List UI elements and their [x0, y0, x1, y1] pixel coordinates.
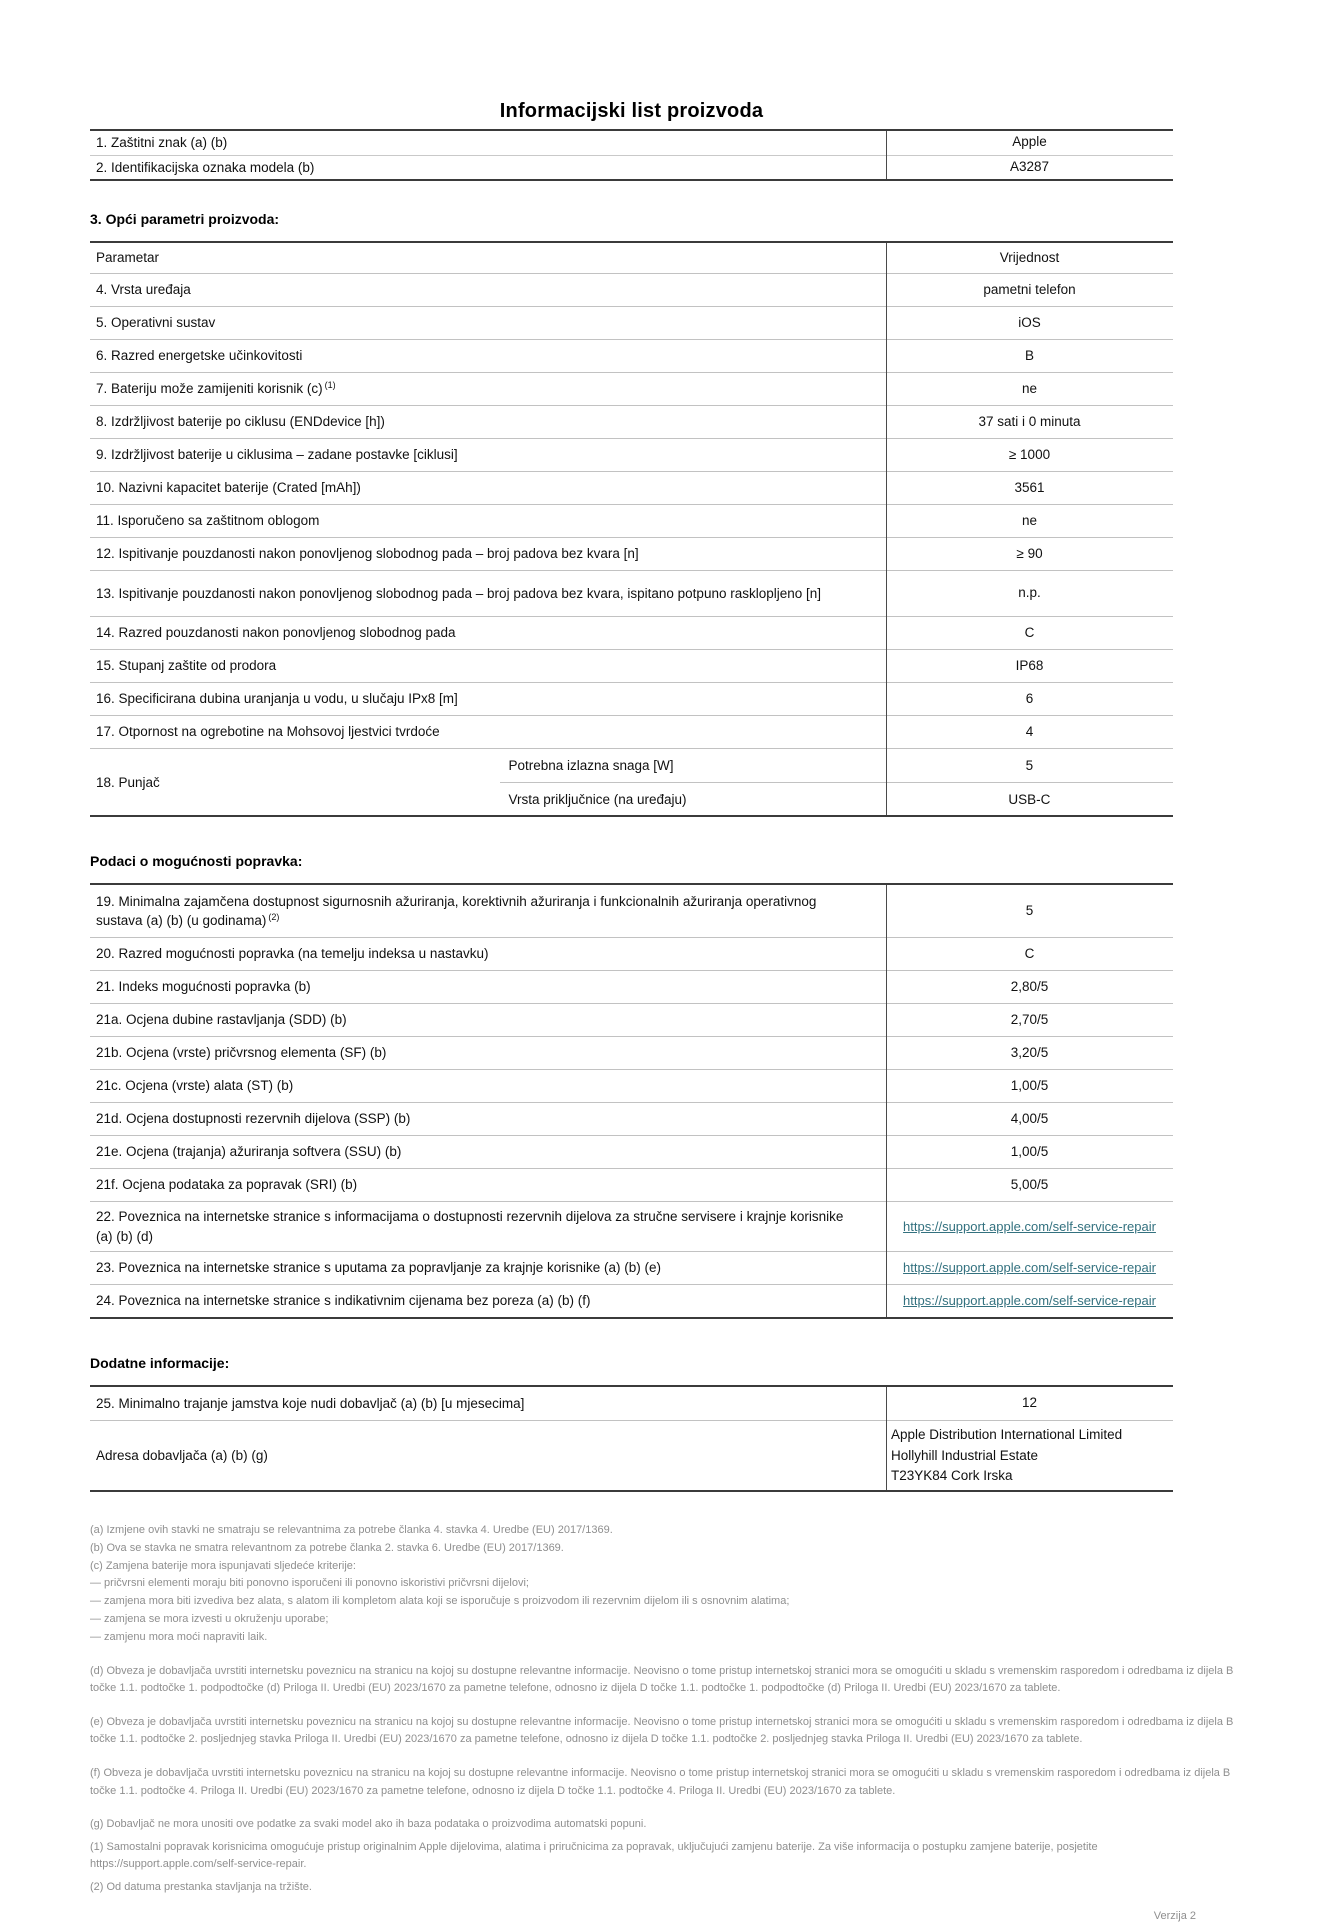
- supplier-address-line: Hollyhill Industrial Estate: [891, 1447, 1039, 1463]
- row-label: 8. Izdržljivost baterije po ciklusu (ENDdevice [h]): [96, 414, 385, 430]
- row-label: 7. Bateriju može zamijeniti korisnik (c) $^{(1)}$: [96, 379, 336, 397]
- row-label: 24. Poveznica na internetske stranice s indikativnim cijenama bez poreza (a) (b) (f): [96, 1293, 591, 1309]
- footnote-c-criterion: — pričvrsni elementi moraju biti ponovno isporučeni ili ponovno iskoristivi pričvrsni dijelovi;: [90, 1577, 529, 1590]
- row-value: IP68: [1015, 657, 1044, 673]
- subrow-label: Potrebna izlazna snaga [W]: [508, 758, 674, 774]
- table-row: [90, 372, 1173, 405]
- table-row: [90, 306, 1173, 339]
- row-label: 21a. Ocjena dubine rastavljanja (SDD) (b): [96, 1012, 347, 1028]
- row-value: C: [1024, 624, 1035, 640]
- row-value: 4: [1025, 723, 1034, 739]
- row-label: 21b. Ocjena (vrste) pričvrsnog elementa (SF) (b): [96, 1045, 387, 1061]
- table-row: [90, 339, 1173, 372]
- table-row: [90, 131, 1173, 155]
- table-row: [90, 570, 1173, 616]
- table-row: [90, 1069, 1173, 1102]
- table-row: [90, 405, 1173, 438]
- row-label: 20. Razred mogućnosti popravka (na temelju indeksa u nastavku): [96, 946, 489, 962]
- row-value: C: [1024, 945, 1035, 961]
- row-value: 2,80/5: [1010, 978, 1049, 994]
- footnote-g: (g) Dobavljač ne mora unositi ove podatke za svaki model ako ih baza podataka o proizvodima automatski popuni.: [90, 1818, 647, 1831]
- footnote-a: (a) Izmjene ovih stavki ne smatraju se relevantnima za potrebe članka 4. stavka 4. Uredbe (EU) 2017/1369.: [90, 1524, 613, 1536]
- footnote-f: (f) Obveza je dobavljača uvrstiti internetsku poveznicu na stranicu na kojoj su dostupne relevantne informacije. Neovisno o tome pristup internetskoj stranici mora se omogućiti u skladu s vremenskim rasporedom i odredbama iz dijela B točke 1.1. podtočke 4. Priloga II. Uredbi (EU) 2023/1670 za pametne telefone, odnosno iz dijela D točke 1.1. podtočke 4. Priloga II. Uredbi (EU) 2023/1670 za tablete.: [90, 1767, 1231, 1797]
- footnotes-numbered: [90, 1816, 1238, 1896]
- row-label: 22. Poveznica na internetske stranice s informacijama o dostupnosti rezervnih dijelova za stručne servisere i krajnje korisnike (a) (b) (d): [96, 1209, 844, 1244]
- row-value: [886, 1285, 1173, 1317]
- row-value: [886, 1202, 1173, 1251]
- footnote-2: (2) Od datuma prestanka stavljanja na tržište.: [90, 1881, 312, 1894]
- row-label: 4. Vrsta uređaja: [96, 282, 191, 298]
- table-row-supplier-address: [90, 1420, 1173, 1490]
- row-label: 15. Stupanj zaštite od prodora: [96, 658, 277, 674]
- row-label: 2. Identifikacijska oznaka modela (b): [96, 159, 315, 175]
- row-label: 9. Izdržljivost baterije u ciklusima – zadane postavke [ciklusi]: [96, 447, 458, 463]
- footnote-ref-2: (2): [268, 911, 280, 922]
- row-label: 1. Zaštitni znak (a) (b): [96, 135, 228, 150]
- row-label: 19. Minimalna zajamčena dostupnost sigurnosnih ažuriranja, korektivnih ažuriranja i funkcionalnih ažuriranja operativnog sustava (a) (b) (u godinama) $^{(2)}$: [96, 893, 817, 929]
- additional-info-table: [90, 1385, 1173, 1492]
- footnote-e: (e) Obveza je dobavljača uvrstiti internetsku poveznicu na stranicu na kojoj su dostupne relevantne informacije. Neovisno o tome pristup internetskoj stranici mora se omogućiti u skladu s vremenskim rasporedom i odredbama iz dijela B točke 1.1. podtočke 2. posljednjeg stavka Priloga II. Uredbi (EU) 2023/1670 za pametne telefone, odnosno iz dijela D točke 1.1. podtočke 2. posljednjeg stavka Priloga II. Uredbi (EU) 2023/1670 za tablete.: [90, 1715, 1234, 1746]
- table-row: [90, 616, 1173, 649]
- table-header-row: [90, 243, 1173, 273]
- row-label: 5. Operativni sustav: [96, 315, 216, 331]
- supplier-address-line: T23YK84 Cork Irska: [891, 1467, 1013, 1483]
- footnote-c-criterion: — zamjenu mora moći napraviti laik.: [90, 1630, 268, 1643]
- row-value: iOS: [1018, 314, 1041, 330]
- row-label: 11. Isporučeno sa zaštitnom oblogom: [96, 513, 320, 529]
- row-label: 13. Ispitivanje pouzdanosti nakon ponovljenog slobodnog pada – broj padova bez kvara, ispitano potpuno rasklopljeno [n]: [96, 585, 822, 601]
- row-value: 2,70/5: [1010, 1011, 1049, 1027]
- subrow-value: 5: [1025, 758, 1034, 774]
- table-row: [90, 1251, 1173, 1284]
- row-label: 6. Razred energetske učinkovitosti: [96, 348, 303, 364]
- footnote-c-criterion: — zamjena se mora izvesti u okruženju uporabe;: [90, 1613, 329, 1626]
- row-label: Adresa dobavljača (a) (b) (g): [96, 1447, 268, 1463]
- table-row: [90, 885, 1173, 937]
- footnote-b: (b) Ova se stavka ne smatra relevantnom za potrebe članka 2. stavka 6. Uredbe (EU) 2017/1369.: [90, 1541, 564, 1554]
- table-row: [90, 937, 1173, 970]
- identification-table: [90, 129, 1173, 181]
- row-value: 37 sati i 0 minuta: [978, 413, 1081, 429]
- row-label: 21e. Ocjena (trajanja) ažuriranja softvera (SSU) (b): [96, 1144, 402, 1160]
- row-value: ne: [1021, 512, 1038, 528]
- row-value: 3,20/5: [1010, 1044, 1049, 1060]
- column-header-value: Vrijednost: [999, 249, 1060, 265]
- row-label: 23. Poveznica na internetske stranice s uputama za popravljanje za krajnje korisnike (a) (b) (e): [96, 1260, 662, 1276]
- table-row: [90, 1168, 1173, 1201]
- row-value: A3287: [1009, 158, 1050, 174]
- row-value: Apple: [1012, 134, 1047, 150]
- section-heading-additional: Dodatne informacije:: [90, 1355, 230, 1372]
- row-label: 21f. Ocjena podataka za popravak (SRI) (b): [96, 1177, 358, 1193]
- version-label: Verzija 2: [1153, 1910, 1196, 1922]
- spare-parts-link[interactable]: https://support.apple.com/self-service-repair: [903, 1218, 1156, 1234]
- table-row: [90, 715, 1173, 748]
- row-value: n.p.: [1018, 585, 1041, 601]
- row-value: ≥ 1000: [1008, 446, 1051, 462]
- row-label: 18. Punjač: [96, 774, 160, 790]
- row-value: 5: [1025, 902, 1034, 918]
- table-row: [90, 1387, 1173, 1420]
- supplier-address: [886, 1421, 1173, 1490]
- table-row: [90, 1003, 1173, 1036]
- table-row: [90, 438, 1173, 471]
- supplier-address-line: Apple Distribution International Limited: [891, 1427, 1123, 1443]
- row-value: 6: [1025, 690, 1034, 706]
- subrow-label: Vrsta priključnice (na uređaju): [508, 791, 687, 807]
- row-value: pametni telefon: [983, 281, 1076, 297]
- repair-instructions-link[interactable]: https://support.apple.com/self-service-repair: [903, 1260, 1156, 1276]
- footnote-1: (1) Samostalni popravak korisnicima omogućuje pristup originalnim Apple dijelovima, alatima i priručnicima za popravak, uključujući zamjenu baterije. Za više informacija o postupku zamjene baterije, posjetite https://support.apple.com/self-service-repair.: [90, 1841, 1098, 1871]
- table-row: [90, 1135, 1173, 1168]
- row-label: 21d. Ocjena dostupnosti rezervnih dijelova (SSP) (b): [96, 1111, 411, 1127]
- table-row: [90, 1201, 1173, 1251]
- row-label: 21. Indeks mogućnosti popravka (b): [96, 979, 311, 995]
- indicative-prices-link[interactable]: https://support.apple.com/self-service-repair: [903, 1293, 1156, 1309]
- table-row: [90, 682, 1173, 715]
- column-header-parameter: Parametar: [96, 250, 160, 266]
- table-row-charger: [90, 748, 1173, 815]
- section-heading-repair: Podaci o mogućnosti popravka:: [90, 853, 303, 870]
- footnote-c-criterion: — zamjena mora biti izvediva bez alata, s alatom ili kompletom alata koji se isporučuje s proizvodom ili rezervnim dijelom ili s osnovnim alatima;: [90, 1595, 790, 1608]
- subrow-value: USB-C: [1008, 791, 1051, 807]
- row-value: B: [1024, 347, 1034, 363]
- table-row: [90, 155, 1173, 180]
- row-value: 5,00/5: [1010, 1176, 1049, 1192]
- row-label: 21c. Ocjena (vrste) alata (ST) (b): [96, 1078, 294, 1094]
- table-row: [90, 649, 1173, 682]
- page-title: Informacijski list proizvoda: [499, 100, 764, 122]
- row-value: ne: [1021, 380, 1038, 396]
- row-value: 1,00/5: [1010, 1077, 1049, 1093]
- charger-subtable: [500, 749, 1173, 815]
- row-value: 4,00/5: [1010, 1110, 1049, 1126]
- row-label: 16. Specificirana dubina uranjanja u vodu, u slučaju IPx8 [m]: [96, 691, 458, 707]
- table-row: [90, 504, 1173, 537]
- table-row: [90, 273, 1173, 306]
- table-row: [90, 1102, 1173, 1135]
- row-label: 14. Razred pouzdanosti nakon ponovljenog slobodnog pada: [96, 625, 456, 641]
- row-value: 12: [1021, 1395, 1038, 1411]
- footnotes: [90, 1522, 1238, 1922]
- row-value: ≥ 90: [1016, 545, 1043, 561]
- footnote-d: (d) Obveza je dobavljača uvrstiti internetsku poveznicu na stranicu na kojoj su dostupne relevantne informacije. Neovisno o tome pristup internetskoj stranici mora se omogućiti u skladu s vremenskim rasporedom i odredbama iz dijela B točke 1.1. podtočke 1. podpodtočke (d) Priloga II. Uredbi (EU) 2023/1670 za pametne telefone, odnosno iz dijela D točke 1.1. podtočke 1. podpodtočke (d) Priloga II. Uredbi (EU) 2023/1670 za tablete.: [90, 1664, 1234, 1695]
- row-label: 25. Minimalno trajanje jamstva koje nudi dobavljač (a) (b) [u mjesecima]: [96, 1395, 525, 1411]
- charger-subrow: [500, 749, 1173, 782]
- table-row: [90, 471, 1173, 504]
- row-label: 17. Otpornost na ogrebotine na Mohsovoj ljestvici tvrdoće: [96, 724, 440, 740]
- charger-subrow: [500, 782, 1173, 815]
- section-heading-general: 3. Opći parametri proizvoda:: [90, 211, 280, 228]
- row-label: 12. Ispitivanje pouzdanosti nakon ponovljenog slobodnog pada – broj padova bez kvara [n]: [96, 546, 639, 562]
- table-row: [90, 1284, 1173, 1317]
- footnote-c: (c) Zamjena baterije mora ispunjavati sljedeće kriterije:: [90, 1559, 356, 1572]
- table-row: [90, 1036, 1173, 1069]
- row-value: 1,00/5: [1010, 1143, 1049, 1159]
- row-value: [886, 1252, 1173, 1284]
- row-label: 10. Nazivni kapacitet baterije (Crated [mAh]): [96, 480, 361, 496]
- general-parameters-table: [90, 241, 1173, 817]
- table-row: [90, 537, 1173, 570]
- table-row: [90, 970, 1173, 1003]
- footnote-ref-1: (1): [324, 379, 336, 390]
- repairability-table: [90, 883, 1173, 1319]
- row-value: 3561: [1014, 479, 1045, 495]
